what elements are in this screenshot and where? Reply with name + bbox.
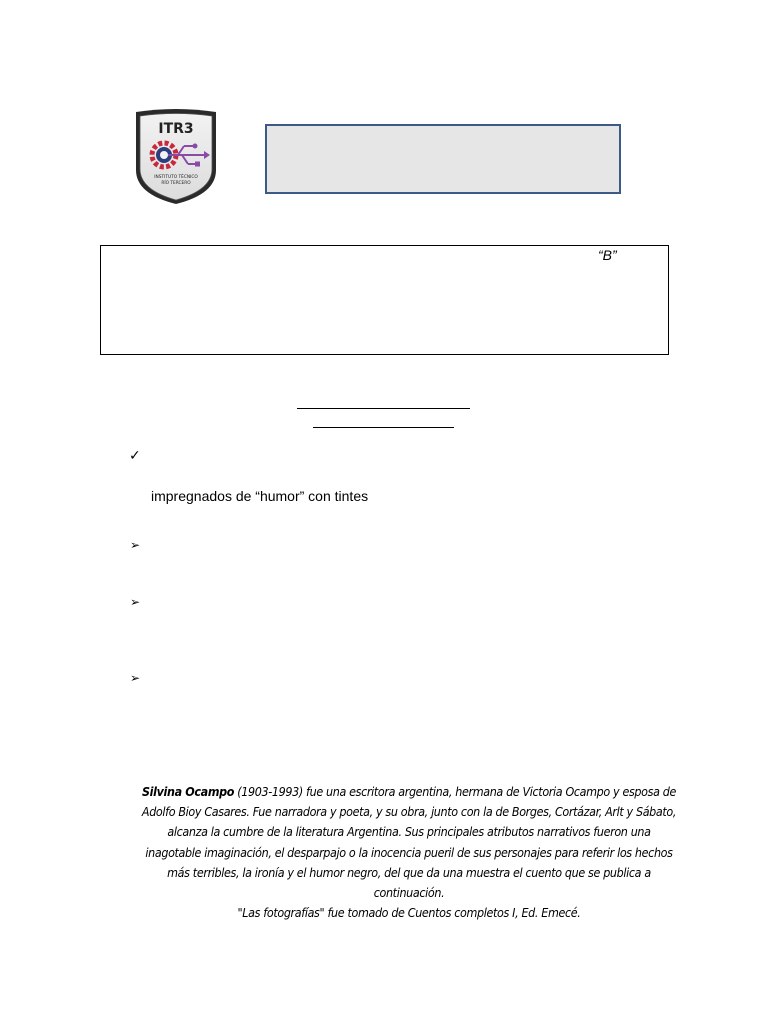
logo-title: ITR3 [158,121,194,137]
subheading-underline [313,427,454,428]
checkmark-icon: ✓ [129,448,141,464]
body-text-line: impregnados de “humor” con tintes [151,488,369,504]
bio-source: "Las fotografías" fue tomado de Cuentos completos I, Ed. Emecé. [237,905,581,921]
bio-text: (1903-1993) fue una escritora argentina, hermana de Victoria Ocampo y esposa de Adolfo Bioy Casares. Fue narradora y poeta, y su obra, junto con la de Borges, Cortázar, Arlt y Sábato, alcanza la cumbre de la literatura Argentina. Sus principales atributos narrativos fueron una inagotable imaginación, el desparpajo o la inocencia pueril de sus personajes para referir los hechos más terribles, la ironía y el humor negro, del que da una muestra el cuento que se publica a continuación. [141,784,677,901]
grade-label: “B” [598,247,617,263]
author-bio [140,782,678,923]
student-info-box [100,245,669,355]
logo-subtitle-1: INSTITUTO TÉCNICO [154,175,198,180]
title-box [265,124,621,194]
logo-subtitle-2: RÍO TERCERO [161,181,191,186]
author-name: Silvina Ocampo [142,784,235,799]
arrow-bullet-icon: ➢ [130,595,141,609]
arrow-bullet-icon: ➢ [130,671,141,685]
school-logo [132,108,220,206]
heading-underline [297,408,470,409]
arrow-bullet-icon: ➢ [130,538,141,552]
